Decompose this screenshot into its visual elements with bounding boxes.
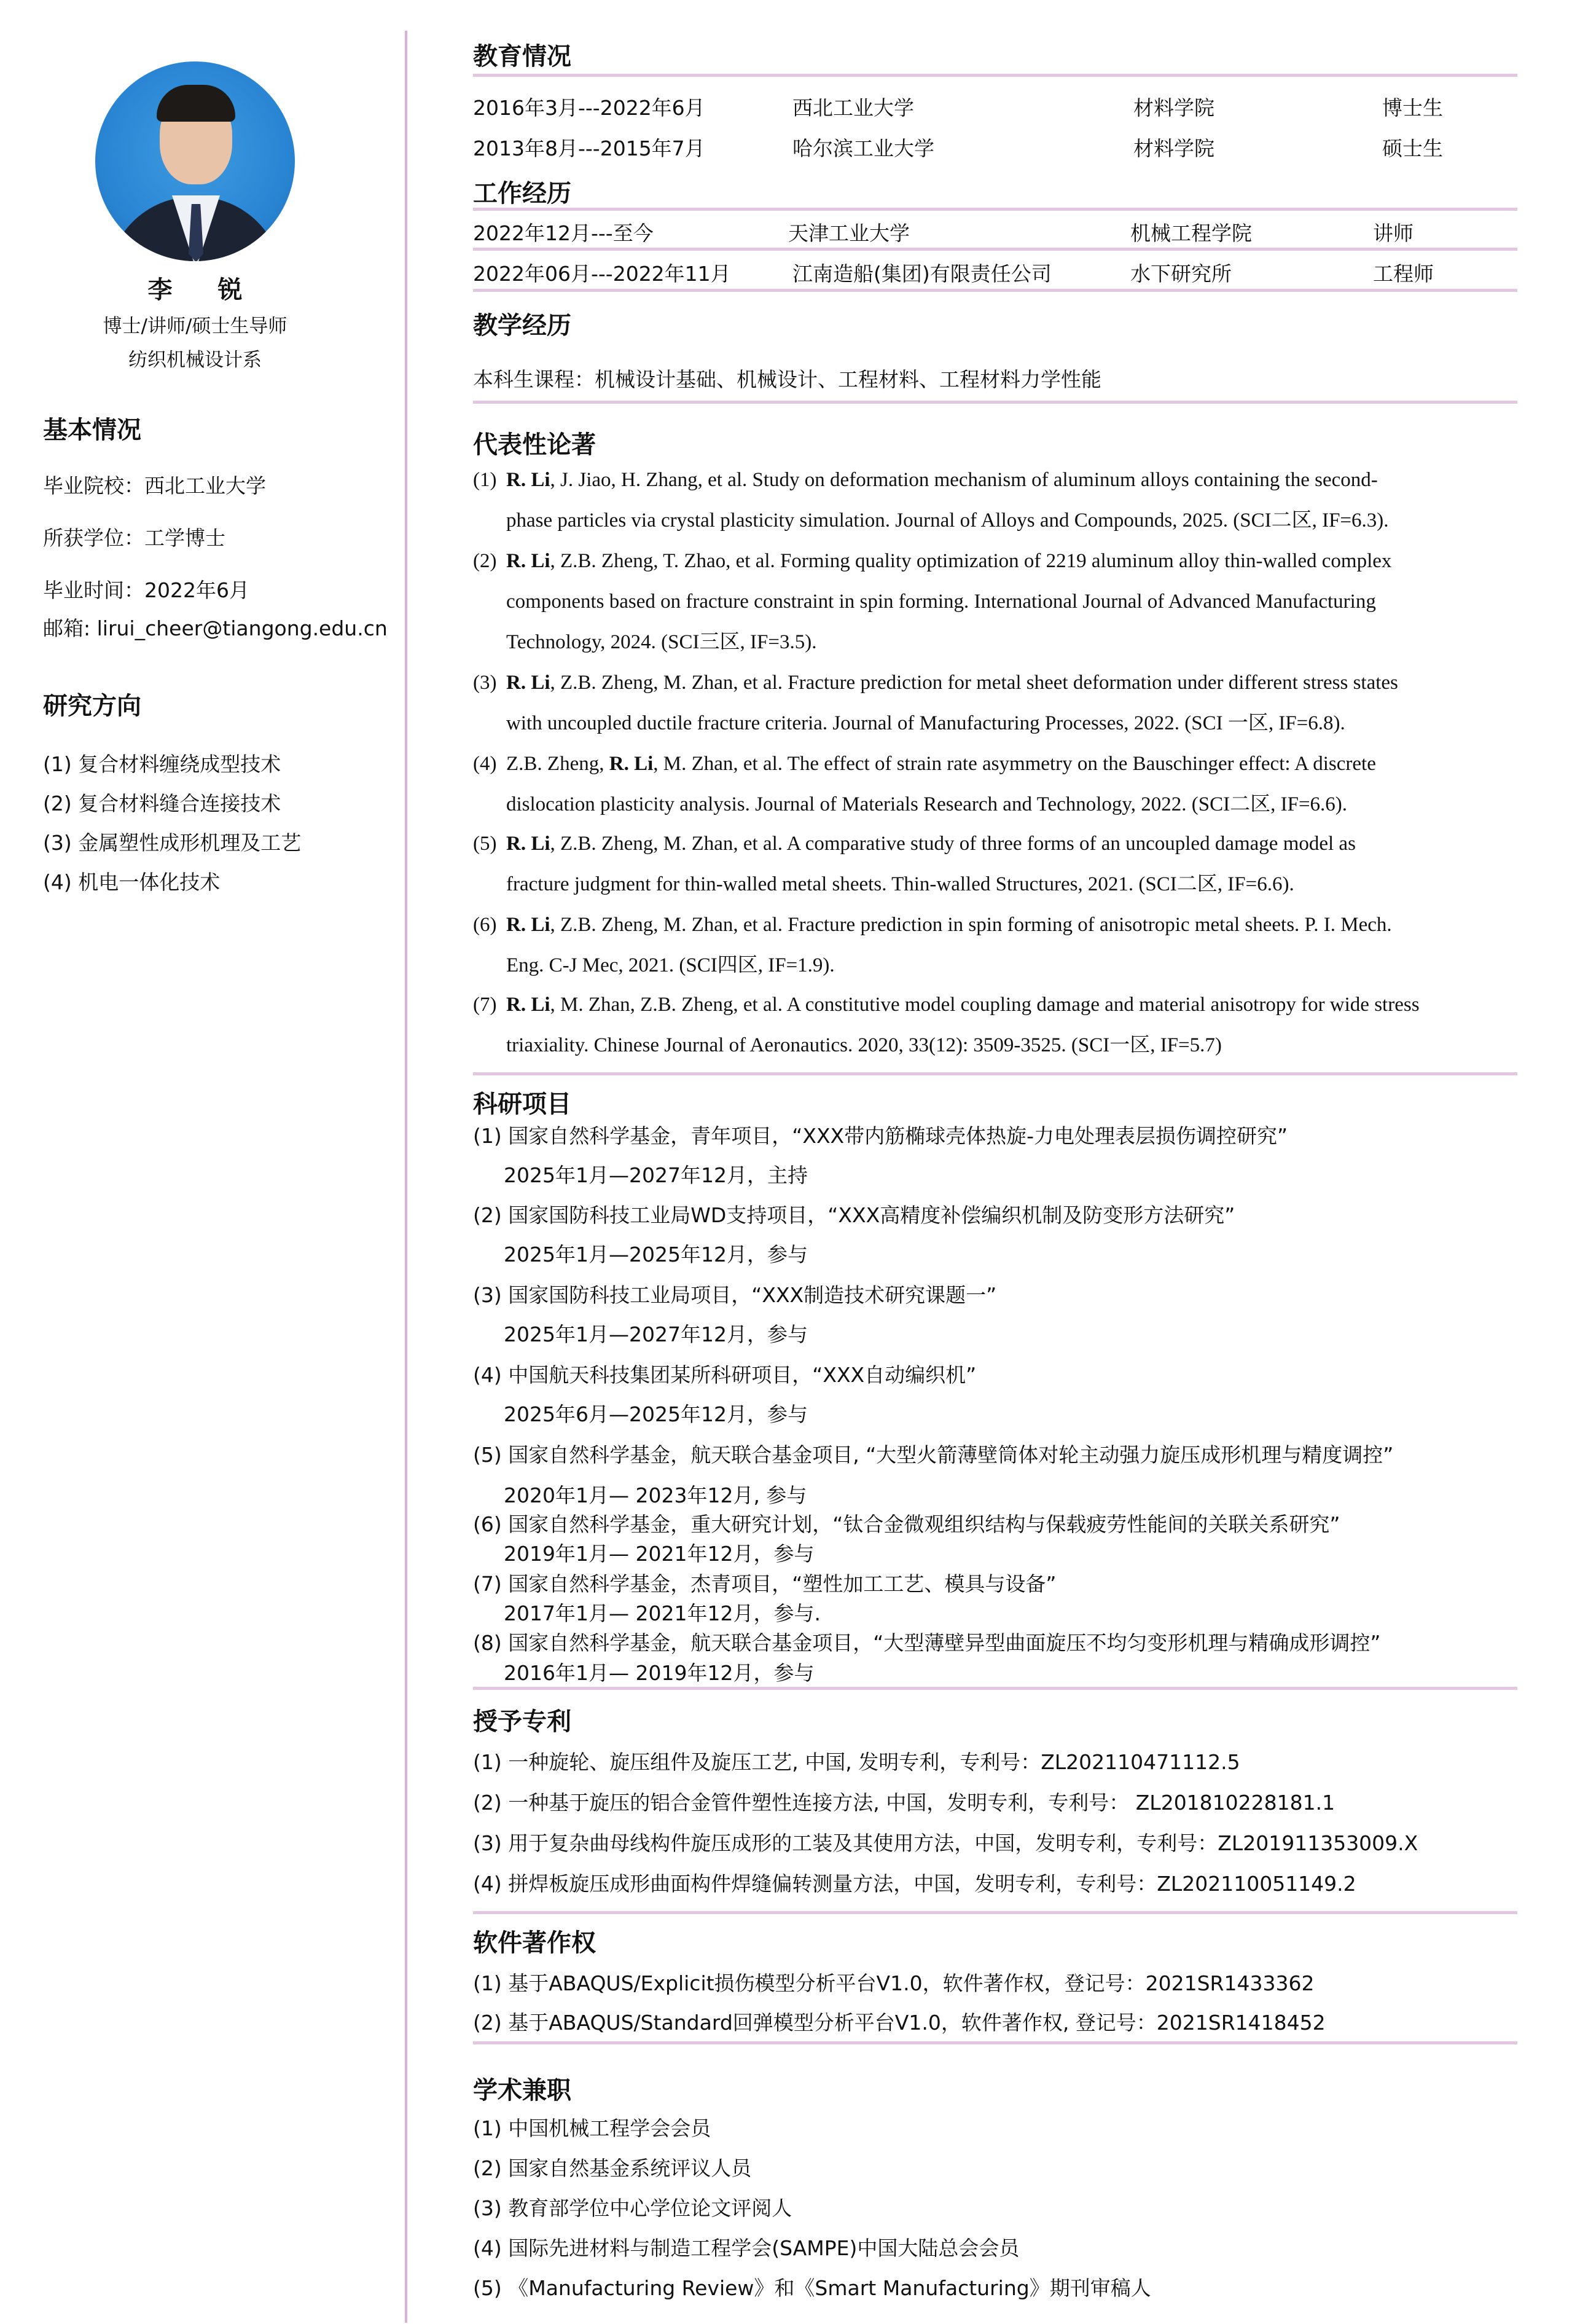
divider (473, 208, 1517, 211)
work-department: 机械工程学院 (1130, 221, 1252, 245)
software-item: (2) 基于ABAQUS/Standard回弹模型分析平台V1.0，软件著作权, 登记号：2021SR1418452 (473, 2011, 1326, 2035)
patent-item: (4) 拼焊板旋压成形曲面构件焊缝偏转测量方法，中国，发明专利，专利号：ZL202110051149.2 (473, 1872, 1356, 1896)
divider (473, 401, 1517, 404)
publication-item: (1) R. Li, J. Jiao, H. Zhang, et al. Study on deformation mechanism of aluminum alloys containing the second- phase particles via crystal plasticity simulation. Journal of Alloys and Compounds, 2025. (SCI二区, IF=6.3). (473, 469, 1389, 532)
project-title: (7) 国家自然科学基金，杰青项目，“塑性加工工艺、模具与设备” (473, 1572, 1057, 1596)
project-period: 2019年1月— 2021年12月，参与 (504, 1542, 815, 1566)
divider (473, 1687, 1517, 1690)
edu-school: 西北工业大学 (792, 96, 914, 120)
work-position: 讲师 (1373, 221, 1414, 245)
research-item: (2) 复合材料缝合连接技术 (43, 791, 281, 815)
software-heading: 软件著作权 (473, 1929, 596, 1957)
project-period: 2016年1月— 2019年12月，参与 (504, 1661, 815, 1685)
edu-college: 材料学院 (1133, 96, 1214, 120)
divider (473, 74, 1517, 77)
publication-item: (7) R. Li, M. Zhan, Z.B. Zheng, et al. A constitutive model coupling damage and material anisotropy for wide stress triaxiality. Chinese Journal of Aeronautics. 2020, 33(12): 3509-3525. (SCI一区, IF=5.7) (473, 994, 1420, 1056)
academic-item: (2) 国家自然基金系统评议人员 (473, 2156, 752, 2180)
project-period: 2025年1月—2027年12月，主持 (504, 1163, 808, 1187)
publication-item: (2) R. Li, Z.B. Zheng, T. Zhao, et al. Forming quality optimization of 2219 aluminum alloy thin-walled complex components based on fracture constraint in spin forming. International Journal of Advanced Manufacturing Technology, 2024. (SCI三区, IF=3.5). (473, 550, 1392, 653)
patent-item: (3) 用于复杂曲母线构件旋压成形的工装及其使用方法，中国，发明专利，专利号：ZL201911353009.X (473, 1831, 1418, 1855)
project-title: (4) 中国航天科技集团某所科研项目，“XXX自动编织机” (473, 1363, 977, 1387)
software-item: (1) 基于ABAQUS/Explicit损伤模型分析平台V1.0，软件著作权，登记号：2021SR1433362 (473, 1971, 1315, 1995)
patent-item: (2) 一种基于旋压的铝合金管件塑性连接方法, 中国，发明专利，专利号： ZL201810228181.1 (473, 1791, 1335, 1815)
academic-item: (1) 中国机械工程学会会员 (473, 2116, 711, 2140)
research-item: (1) 复合材料缠绕成型技术 (43, 752, 281, 776)
teaching-text: 本科生课程：机械设计基础、机械设计、工程材料、工程材料力学性能 (473, 367, 1101, 391)
column-divider (405, 31, 407, 2323)
profile-name: 李 锐 (147, 276, 261, 304)
patents-heading: 授予专利 (473, 1708, 571, 1736)
research-item: (3) 金属塑性成形机理及工艺 (43, 831, 302, 855)
publication-item: (3) R. Li, Z.B. Zheng, M. Zhan, et al. Fracture prediction for metal sheet deformation under different stress states with uncoupled ductile fracture criteria. Journal of Manufacturing Processes, 2022. (SCI 一区, IF=6.8). (473, 672, 1398, 734)
project-title: (6) 国家自然科学基金，重大研究计划，“钛合金微观组织结构与保载疲劳性能间的关联关系研究” (473, 1512, 1340, 1536)
profile-photo (95, 61, 295, 261)
edu-period: 2016年3月---2022年6月 (473, 96, 705, 120)
edu-degree: 博士生 (1382, 96, 1443, 120)
research-heading: 研究方向 (43, 692, 141, 720)
project-title: (5) 国家自然科学基金，航天联合基金项目, “大型火箭薄壁筒体对轮主动强力旋压成形机理与精度调控” (473, 1443, 1394, 1467)
divider (473, 1911, 1517, 1914)
teaching-heading: 教学经历 (473, 312, 571, 340)
work-period: 2022年12月---至今 (473, 221, 654, 245)
divider (473, 248, 1517, 251)
projects-heading: 科研项目 (473, 1090, 571, 1118)
education-heading: 教育情况 (473, 42, 571, 71)
publication-item: (5) R. Li, Z.B. Zheng, M. Zhan, et al. A comparative study of three forms of an uncoupled damage model as fracture judgment for thin-walled metal sheets. Thin-walled Structures, 2021. (SCI二区, IF=6.6). (473, 833, 1356, 895)
patent-item: (1) 一种旋轮、旋压组件及旋压工艺, 中国, 发明专利，专利号：ZL202110471112.5 (473, 1750, 1240, 1774)
divider (473, 2041, 1517, 2044)
basic-info-grad-time: 毕业时间：2022年6月 (43, 578, 249, 602)
project-title: (2) 国家国防科技工业局WD支持项目，“XXX高精度补偿编织机制及防变形方法研究” (473, 1203, 1235, 1227)
academic-item: (5) 《Manufacturing Review》和《Smart Manufacturing》期刊审稿人 (473, 2276, 1151, 2300)
work-employer: 江南造船(集团)有限责任公司 (792, 262, 1052, 286)
basic-info-school: 毕业院校：西北工业大学 (43, 474, 266, 498)
work-position: 工程师 (1373, 262, 1434, 286)
publication-item: (6) R. Li, Z.B. Zheng, M. Zhan, et al. Fracture prediction in spin forming of anisotropic metal sheets. P. I. Mech. Eng. C-J Mec, 2021. (SCI四区, IF=1.9). (473, 914, 1392, 976)
divider (473, 1072, 1517, 1075)
basic-info-heading: 基本情况 (43, 416, 141, 444)
academic-item: (4) 国际先进材料与制造工程学会(SAMPE)中国大陆总会会员 (473, 2236, 1020, 2260)
edu-period: 2013年8月---2015年7月 (473, 136, 705, 160)
edu-degree: 硕士生 (1382, 136, 1443, 160)
profile-department: 纺织机械设计系 (128, 349, 262, 371)
publications-heading: 代表性论著 (473, 431, 596, 459)
work-heading: 工作经历 (473, 179, 571, 208)
project-period: 2020年1月— 2023年12月, 参与 (504, 1483, 807, 1507)
project-period: 2025年6月—2025年12月，参与 (504, 1402, 808, 1426)
project-title: (8) 国家自然科学基金，航天联合基金项目，“大型薄壁异型曲面旋压不均匀变形机理与精确成形调控” (473, 1631, 1381, 1655)
basic-info-degree: 所获学位：工学博士 (43, 526, 225, 550)
edu-college: 材料学院 (1133, 136, 1214, 160)
work-period: 2022年06月---2022年11月 (473, 262, 731, 286)
project-title: (1) 国家自然科学基金，青年项目，“XXX带内筋椭球壳体热旋-力电处理表层损伤调控研究” (473, 1124, 1288, 1148)
academic-heading: 学术兼职 (473, 2076, 571, 2105)
project-period: 2017年1月— 2021年12月，参与. (504, 1601, 821, 1625)
project-period: 2025年1月—2027年12月，参与 (504, 1322, 808, 1346)
publication-item: (4) Z.B. Zheng, R. Li, M. Zhan, et al. The effect of strain rate asymmetry on the Bauschinger effect: A discrete dislocation plasticity analysis. Journal of Materials Research and Technology, 2022. (SCI二区, IF=6.6). (473, 753, 1376, 815)
project-title: (3) 国家国防科技工业局项目，“XXX制造技术研究课题一” (473, 1283, 997, 1307)
work-department: 水下研究所 (1130, 262, 1232, 286)
academic-item: (3) 教育部学位中心学位论文评阅人 (473, 2196, 792, 2220)
divider (473, 289, 1517, 292)
basic-info-email[interactable]: 邮箱: lirui_cheer@tiangong.edu.cn (43, 616, 388, 640)
project-period: 2025年1月—2025年12月，参与 (504, 1242, 808, 1266)
research-item: (4) 机电一体化技术 (43, 870, 221, 894)
profile-title: 博士/讲师/硕士生导师 (103, 315, 287, 337)
work-employer: 天津工业大学 (788, 221, 910, 245)
edu-school: 哈尔滨工业大学 (792, 136, 934, 160)
